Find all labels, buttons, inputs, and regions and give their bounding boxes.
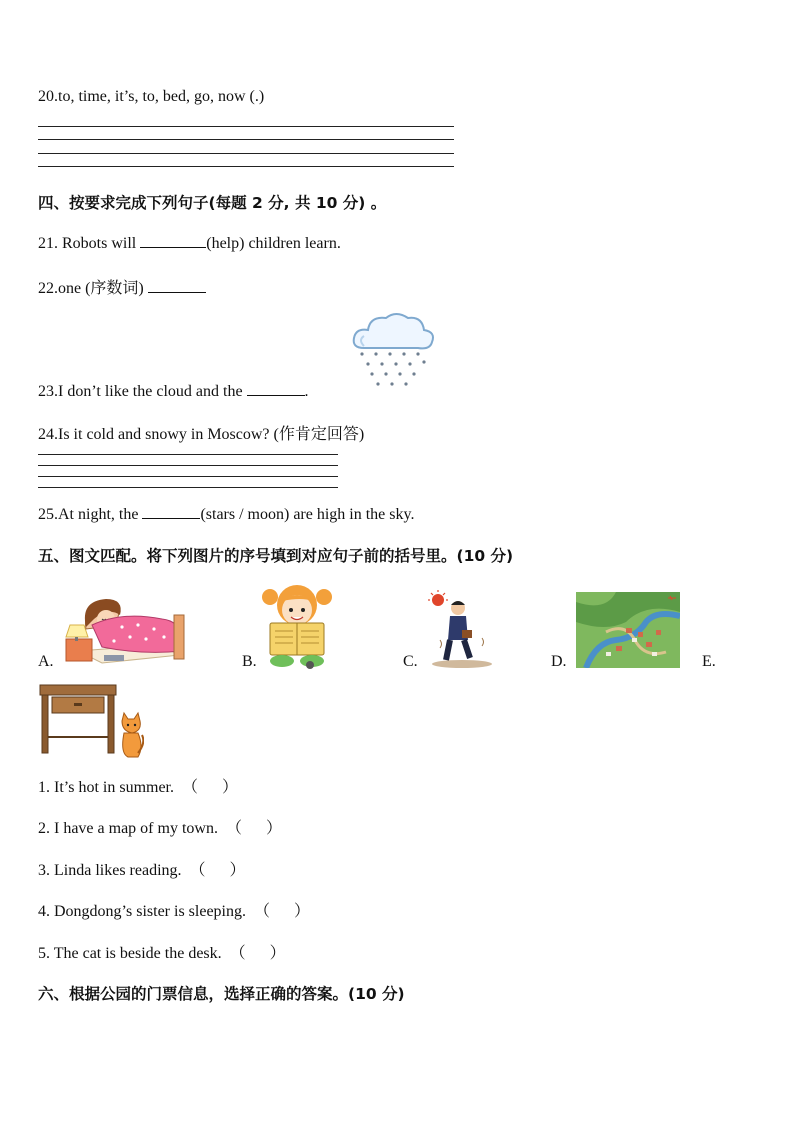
question-25-hint: (stars / moon) are high in the sky.	[200, 506, 415, 523]
match-sentence-2: 2. I have a map of my town. （ ）	[38, 815, 282, 838]
answer-paren[interactable]: （ ）	[189, 862, 246, 879]
reading-girl-picture	[262, 583, 332, 669]
section-6-heading: 六、根据公园的门票信息，选择正确的答案。(10 分)	[38, 985, 405, 1003]
question-23	[38, 381, 309, 401]
question-24: 24.Is it cold and snowy in Moscow? (作肯定回答)	[38, 426, 365, 443]
answer-paren[interactable]: （ ）	[229, 945, 286, 962]
answer-paren[interactable]: （ ）	[182, 779, 239, 796]
answer-paren[interactable]: （ ）	[254, 903, 311, 920]
fill-blank[interactable]	[142, 504, 200, 519]
match-sentence-4: 4. Dongdong’s sister is sleeping. （ ）	[38, 898, 310, 921]
answer-line[interactable]	[38, 139, 454, 140]
question-23-end: .	[304, 383, 309, 400]
question-22	[38, 275, 206, 298]
question-23-text: 23.I don’t like the cloud and the	[38, 383, 247, 400]
fill-blank[interactable]	[247, 381, 305, 396]
match-sentence-3: 3. Linda likes reading. （ ）	[38, 857, 246, 880]
desk-cat-picture	[38, 683, 144, 759]
match-sentence-1: 1. It’s hot in summer. （ ）	[38, 774, 238, 797]
answer-line[interactable]	[38, 166, 454, 167]
picture-label-c: C.	[403, 653, 418, 670]
picture-label-b: B.	[242, 653, 257, 670]
fill-blank[interactable]	[140, 233, 206, 248]
question-21-hint: (help) children learn.	[206, 235, 341, 252]
question-25	[38, 504, 414, 524]
question-20: 20.to, time, it’s, to, bed, go, now (.)	[38, 88, 265, 105]
town-map-picture	[576, 592, 680, 668]
question-21-text: 21. Robots will	[38, 235, 141, 252]
answer-line[interactable]	[38, 126, 454, 127]
match-sentence-5: 5. The cat is beside the desk. （ ）	[38, 940, 286, 963]
hot-man-picture	[428, 590, 498, 668]
picture-label-e: E.	[702, 653, 716, 670]
fill-blank[interactable]	[148, 278, 206, 293]
answer-line[interactable]	[38, 487, 338, 488]
answer-line[interactable]	[38, 153, 454, 154]
picture-label-a: A.	[38, 653, 54, 670]
picture-label-d: D.	[551, 653, 567, 670]
answer-line[interactable]	[38, 465, 338, 466]
rain-cloud-icon	[350, 310, 436, 392]
section-5-heading: 五、图文匹配。将下列图片的序号填到对应句子前的括号里。(10 分)	[38, 547, 514, 565]
sleeping-girl-picture	[62, 597, 186, 667]
question-25-text: 25.At night, the	[38, 506, 143, 523]
answer-line[interactable]	[38, 454, 338, 455]
question-21	[38, 233, 341, 253]
section-4-heading: 四、按要求完成下列句子(每题 2 分, 共 10 分) 。	[38, 194, 387, 212]
question-22-text: 22.one (序数词)	[38, 280, 148, 297]
answer-paren[interactable]: （ ）	[225, 820, 282, 837]
answer-line[interactable]	[38, 476, 338, 477]
